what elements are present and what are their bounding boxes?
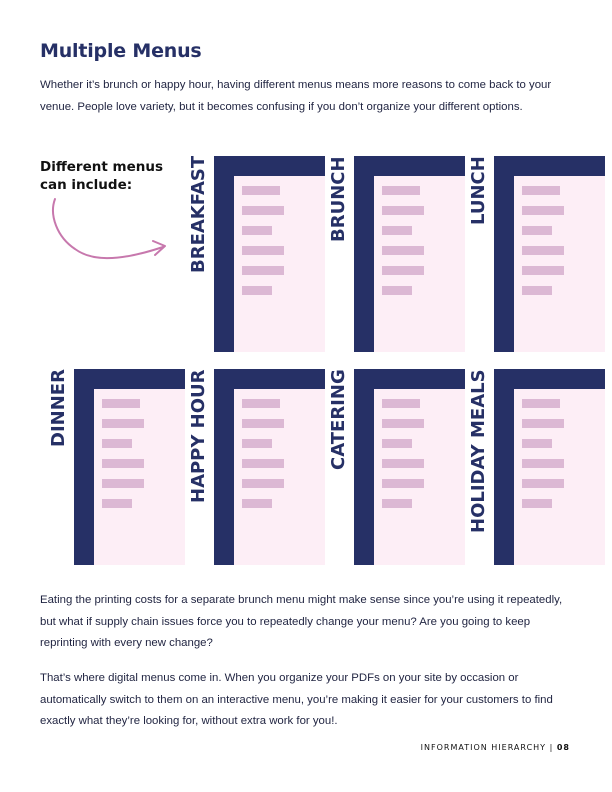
- menu-line: [522, 439, 552, 448]
- menu-illustration: [494, 369, 605, 565]
- menu-illustration: [354, 156, 465, 352]
- menu-line: [242, 226, 272, 235]
- menu-page: [374, 389, 465, 565]
- body-paragraph-2: That’s where digital menus come in. When you organize your PDFs on your site by occasion or automatically switch to them on an interactive menu, you’re making it easier for your customers to find exactly what they’re looking for, without extra work for you!.: [40, 672, 553, 727]
- menu-name: CATERING: [328, 369, 349, 470]
- menu-line: [382, 479, 424, 488]
- menu-line: [102, 479, 144, 488]
- menu-line: [242, 186, 280, 195]
- menu-line: [382, 439, 412, 448]
- body-paragraph-1: Eating the printing costs for a separate brunch menu might make sense since you’re using it repeatedly, but what if supply chain issues force you to repeatedly change your menu? Are you going to keep reprinting with every new change?: [40, 594, 563, 649]
- menu-line: [102, 399, 140, 408]
- menu-page: [234, 389, 325, 565]
- menu-line: [522, 479, 564, 488]
- menu-line: [242, 286, 272, 295]
- menu-name: BRUNCH: [328, 156, 349, 242]
- menu-line: [242, 206, 284, 215]
- menu-line: [102, 439, 132, 448]
- menu-line: [382, 206, 424, 215]
- menu-line: [522, 246, 564, 255]
- menu-line: [382, 499, 412, 508]
- menu-line: [382, 286, 412, 295]
- menu-line: [242, 399, 280, 408]
- menu-illustration: [494, 156, 605, 352]
- menus-label: Different menus can include:: [40, 159, 163, 193]
- menu-line: [242, 439, 272, 448]
- menu-card-lunch: [466, 156, 605, 352]
- menu-name: LUNCH: [468, 156, 489, 225]
- menu-page: [514, 176, 605, 352]
- menu-page: [514, 389, 605, 565]
- menu-line: [102, 499, 132, 508]
- menu-line: [242, 246, 284, 255]
- menu-name: HAPPY HOUR: [188, 369, 209, 503]
- menu-line: [242, 419, 284, 428]
- menu-line: [102, 459, 144, 468]
- menu-illustration: [354, 369, 465, 565]
- menu-page: [234, 176, 325, 352]
- menu-line: [522, 226, 552, 235]
- menu-card-brunch: [326, 156, 465, 352]
- menu-line: [382, 246, 424, 255]
- menu-line: [382, 186, 420, 195]
- page-footer: [421, 743, 570, 752]
- menu-card-holiday-meals: [466, 369, 605, 565]
- menu-line: [522, 399, 560, 408]
- menu-line: [242, 459, 284, 468]
- menu-line: [102, 419, 144, 428]
- menu-name: BREAKFAST: [188, 156, 209, 273]
- menu-page: [94, 389, 185, 565]
- menu-line: [522, 186, 560, 195]
- menu-line: [522, 499, 552, 508]
- intro-paragraph: Whether it’s brunch or happy hour, having different menus means more reasons to come back to your venue. People love variety, but it becomes confusing if you don’t organize your different options.: [40, 79, 552, 113]
- menu-line: [522, 266, 564, 275]
- menu-line: [382, 399, 420, 408]
- menu-line: [242, 266, 284, 275]
- footer-separator: |: [549, 743, 554, 752]
- menu-illustration: [74, 369, 185, 565]
- menu-line: [522, 459, 564, 468]
- menu-line: [382, 266, 424, 275]
- menu-line: [242, 479, 284, 488]
- menu-line: [382, 419, 424, 428]
- menu-page: [374, 176, 465, 352]
- footer-section-label: INFORMATION HIERARCHY: [420, 743, 547, 752]
- menu-illustration: [214, 156, 325, 352]
- menu-name: HOLIDAY MEALS: [468, 369, 489, 533]
- menu-name: DINNER: [48, 369, 69, 447]
- menu-line: [522, 286, 552, 295]
- menu-card-dinner: [46, 369, 185, 565]
- menu-line: [382, 226, 412, 235]
- menu-card-catering: [326, 369, 465, 565]
- curly-arrow-icon: [45, 195, 175, 270]
- menu-card-breakfast: [186, 156, 325, 352]
- menu-line: [522, 419, 564, 428]
- page-number: 08: [556, 743, 570, 752]
- menu-card-happy-hour: [186, 369, 325, 565]
- menu-line: [242, 499, 272, 508]
- menu-illustration: [214, 369, 325, 565]
- menu-line: [522, 206, 564, 215]
- menu-line: [382, 459, 424, 468]
- page-title: Multiple Menus: [40, 40, 202, 62]
